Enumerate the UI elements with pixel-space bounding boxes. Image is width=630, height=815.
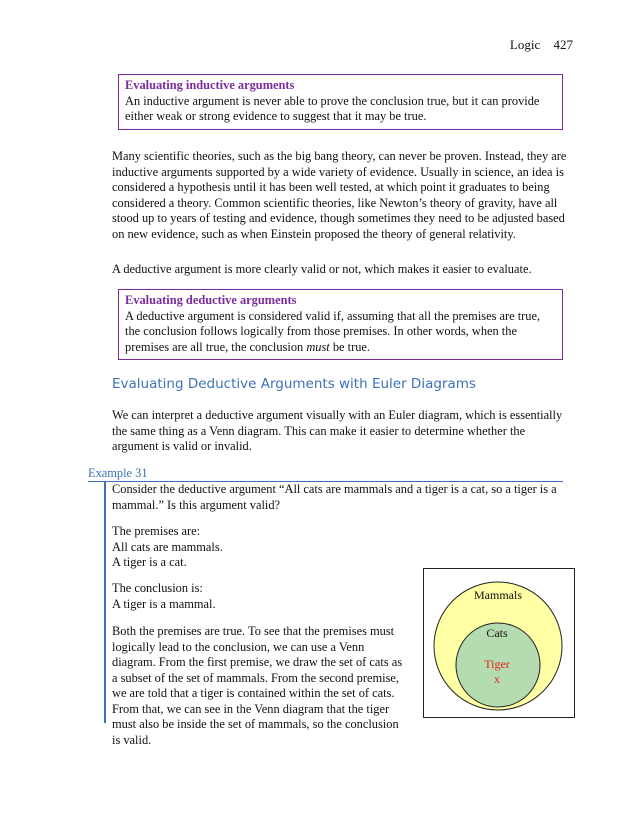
premises-block bbox=[112, 524, 412, 571]
page-header bbox=[510, 37, 573, 53]
premise-1: All cats are mammals. bbox=[112, 539, 223, 554]
paragraph-scientific-theories: Many scientific theories, such as the big bang theory, can never be proven. Instead, they are inductive arguments supported by a wide variety of evidence. Usually in science, an idea is considered a hypothesis until it has been well tested, at which point it graduates to being considered a theory. Common scientific theories, like Newton’s theory of gravity, have all stood up to years of testing and evidence, though sometimes they need to be adjusted based on new evidence, such as when Einstein proposed the theory of general relativity. bbox=[112, 149, 567, 241]
mammals-label: Mammals bbox=[474, 588, 522, 602]
deductive-box-body bbox=[125, 309, 556, 356]
example-label: Example 31 bbox=[88, 466, 148, 480]
paragraph-euler-diagrams: We can interpret a deductive argument visually with an Euler diagram, which is essentially the same thing as a Venn diagram. This can make it easier to determine whether the argument is valid or invalid. bbox=[112, 408, 563, 453]
tiger-label: Tiger bbox=[484, 657, 510, 671]
deductive-box-title: Evaluating deductive arguments bbox=[125, 293, 297, 307]
deductive-box-body-end: be true. bbox=[329, 339, 371, 354]
inductive-box-body: An inductive argument is never able to prove the conclusion true, but it can provide either weak or strong evidence to suggest that it may be true. bbox=[125, 93, 540, 123]
premises-heading: The premises are: bbox=[112, 524, 201, 538]
inductive-box-title: Evaluating inductive arguments bbox=[125, 78, 295, 92]
conclusion-text: A tiger is a mammal. bbox=[112, 596, 216, 611]
deductive-box-emphasis: must bbox=[306, 339, 330, 354]
deductive-box-body-start: A deductive argument is considered valid if, assuming that all the premises are true, the conclusion follows logically from those premises. In other words, when the premises are all true, the conclusion bbox=[125, 308, 541, 354]
euler-diagram bbox=[423, 568, 575, 718]
euler-diagram-svg bbox=[424, 569, 574, 717]
paragraph-deductive-intro: A deductive argument is more clearly valid or not, which makes it easier to evaluate. bbox=[112, 262, 532, 276]
example-side-bar bbox=[104, 481, 106, 723]
page-number: 427 bbox=[553, 37, 573, 52]
deductive-definition-box bbox=[118, 289, 563, 360]
section-heading: Evaluating Deductive Arguments with Euler Diagrams bbox=[112, 376, 476, 392]
inductive-definition-box bbox=[118, 74, 563, 130]
chapter-title: Logic bbox=[509, 37, 541, 52]
conclusion-heading: The conclusion is: bbox=[112, 581, 203, 595]
tiger-marker: x bbox=[494, 672, 500, 686]
example-question: Consider the deductive argument “All cats are mammals and a tiger is a cat, so a tiger is a mammal.” Is this argument valid? bbox=[112, 482, 557, 512]
example-explanation: Both the premises are true. To see that the premises must logically lead to the conclusion, we can use a Venn diagram. From the first premise, we draw the set of cats as a subset of the set of mammals. From the second premise, we are told that a tiger is contained within the set of cats. From that, we can see in the Venn diagram that the tiger must also be inside the set of mammals, so the conclusion is valid. bbox=[112, 624, 403, 747]
conclusion-block bbox=[112, 581, 412, 612]
cats-label: Cats bbox=[486, 626, 508, 640]
premise-2: A tiger is a cat. bbox=[112, 555, 187, 569]
